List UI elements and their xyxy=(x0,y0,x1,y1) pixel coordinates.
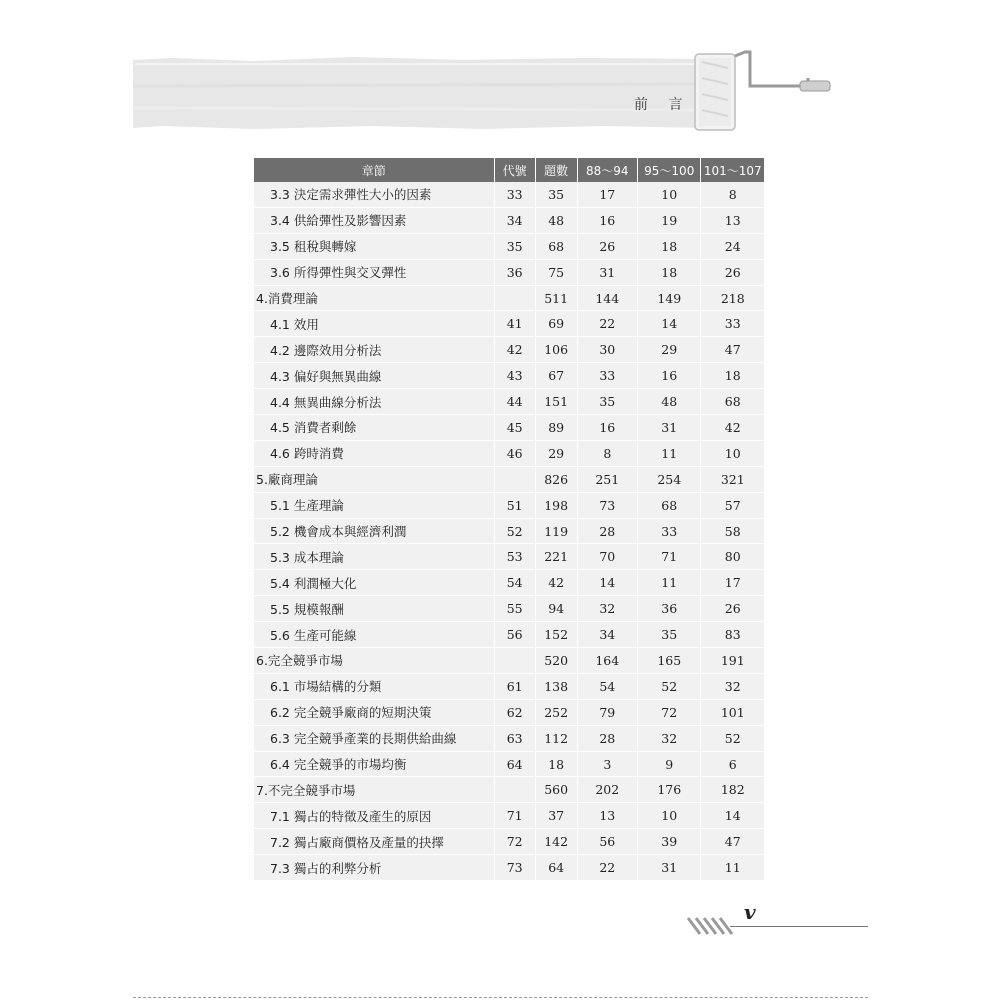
cell-88-94: 164 xyxy=(578,648,638,674)
cell-code: 45 xyxy=(495,415,536,441)
cell-101-107: 14 xyxy=(701,803,764,829)
cell-count: 35 xyxy=(536,182,578,208)
table-row xyxy=(254,389,764,415)
cell-95-100: 32 xyxy=(638,726,701,752)
cell-chapter: 7.2 獨占廠商價格及產量的抉擇 xyxy=(254,829,495,855)
cell-95-100: 39 xyxy=(638,829,701,855)
cell-chapter: 7.不完全競爭市場 xyxy=(254,777,495,803)
cell-88-94: 28 xyxy=(578,726,638,752)
cell-count: 94 xyxy=(536,596,578,622)
cell-count: 151 xyxy=(536,389,578,415)
cell-code: 43 xyxy=(495,363,536,389)
cell-101-107: 80 xyxy=(701,544,764,570)
cell-88-94: 70 xyxy=(578,544,638,570)
table-row xyxy=(254,519,764,545)
cell-code: 56 xyxy=(495,622,536,648)
cell-code: 63 xyxy=(495,726,536,752)
cell-101-107: 8 xyxy=(701,182,764,208)
cell-101-107: 18 xyxy=(701,363,764,389)
cell-count: 252 xyxy=(536,700,578,726)
cell-count: 152 xyxy=(536,622,578,648)
cell-count: 37 xyxy=(536,803,578,829)
cell-code: 61 xyxy=(495,674,536,700)
cell-101-107: 11 xyxy=(701,855,764,881)
table-row xyxy=(254,234,764,260)
cell-chapter: 3.3 決定需求彈性大小的因素 xyxy=(254,182,495,208)
table-row xyxy=(254,441,764,467)
table-row xyxy=(254,803,764,829)
cell-101-107: 32 xyxy=(701,674,764,700)
cell-chapter: 5.3 成本理論 xyxy=(254,544,495,570)
table-row xyxy=(254,260,764,286)
cell-101-107: 191 xyxy=(701,648,764,674)
cell-chapter: 5.5 規模報酬 xyxy=(254,596,495,622)
paint-roller-icon xyxy=(690,48,835,133)
cell-88-94: 144 xyxy=(578,286,638,312)
cell-95-100: 149 xyxy=(638,286,701,312)
cell-chapter: 4.5 消費者剩餘 xyxy=(254,415,495,441)
cell-101-107: 52 xyxy=(701,726,764,752)
cell-count: 119 xyxy=(536,519,578,545)
cell-chapter: 5.1 生產理論 xyxy=(254,493,495,519)
cell-101-107: 33 xyxy=(701,311,764,337)
cell-101-107: 6 xyxy=(701,752,764,778)
page-number: v xyxy=(744,900,756,924)
cell-chapter: 4.2 邊際效用分析法 xyxy=(254,337,495,363)
header-banner xyxy=(133,56,708,130)
cell-88-94: 28 xyxy=(578,519,638,545)
table-row xyxy=(254,700,764,726)
cell-95-100: 9 xyxy=(638,752,701,778)
page-title: 前 言 xyxy=(634,97,691,113)
cell-101-107: 83 xyxy=(701,622,764,648)
table-row xyxy=(254,182,764,208)
cell-88-94: 16 xyxy=(578,208,638,234)
cell-95-100: 18 xyxy=(638,260,701,286)
cell-count: 826 xyxy=(536,467,578,493)
cell-code: 33 xyxy=(495,182,536,208)
cell-count: 42 xyxy=(536,570,578,596)
cell-95-100: 11 xyxy=(638,570,701,596)
cell-count: 511 xyxy=(536,286,578,312)
cell-count: 64 xyxy=(536,855,578,881)
cell-count: 142 xyxy=(536,829,578,855)
cell-chapter: 6.完全競爭市場 xyxy=(254,648,495,674)
cell-code: 34 xyxy=(495,208,536,234)
cell-code: 42 xyxy=(495,337,536,363)
cell-95-100: 11 xyxy=(638,441,701,467)
cell-count: 69 xyxy=(536,311,578,337)
cell-code: 52 xyxy=(495,519,536,545)
cell-code: 53 xyxy=(495,544,536,570)
cell-code: 54 xyxy=(495,570,536,596)
cell-101-107: 10 xyxy=(701,441,764,467)
col-header-chapter: 章節 xyxy=(254,158,495,182)
cell-count: 67 xyxy=(536,363,578,389)
cell-101-107: 47 xyxy=(701,829,764,855)
cell-88-94: 22 xyxy=(578,855,638,881)
chapter-stats-table xyxy=(254,158,764,881)
cell-chapter: 7.1 獨占的特徵及產生的原因 xyxy=(254,803,495,829)
cell-95-100: 10 xyxy=(638,182,701,208)
table-row xyxy=(254,622,764,648)
table-row xyxy=(254,493,764,519)
cell-95-100: 52 xyxy=(638,674,701,700)
chapter-row xyxy=(254,648,764,674)
col-header-88-94: 88～94 xyxy=(578,158,638,182)
cell-count: 560 xyxy=(536,777,578,803)
cell-95-100: 31 xyxy=(638,415,701,441)
cell-chapter: 6.2 完全競爭廠商的短期決策 xyxy=(254,700,495,726)
cell-88-94: 54 xyxy=(578,674,638,700)
cell-count: 112 xyxy=(536,726,578,752)
cell-88-94: 202 xyxy=(578,777,638,803)
cell-code: 51 xyxy=(495,493,536,519)
cell-101-107: 24 xyxy=(701,234,764,260)
chapter-row xyxy=(254,467,764,493)
cell-chapter: 4.3 偏好與無異曲線 xyxy=(254,363,495,389)
footer-stripes-decoration xyxy=(686,916,734,936)
cell-88-94: 35 xyxy=(578,389,638,415)
cell-88-94: 73 xyxy=(578,493,638,519)
cell-88-94: 79 xyxy=(578,700,638,726)
col-header-95-100: 95～100 xyxy=(638,158,701,182)
cell-code: 35 xyxy=(495,234,536,260)
cell-count: 221 xyxy=(536,544,578,570)
cell-95-100: 71 xyxy=(638,544,701,570)
cell-code xyxy=(495,777,536,803)
table-row xyxy=(254,363,764,389)
cell-101-107: 42 xyxy=(701,415,764,441)
cell-88-94: 17 xyxy=(578,182,638,208)
cell-95-100: 33 xyxy=(638,519,701,545)
cell-chapter: 5.廠商理論 xyxy=(254,467,495,493)
cell-chapter: 5.2 機會成本與經濟利潤 xyxy=(254,519,495,545)
cell-chapter: 3.6 所得彈性與交叉彈性 xyxy=(254,260,495,286)
cell-95-100: 176 xyxy=(638,777,701,803)
cell-101-107: 182 xyxy=(701,777,764,803)
cell-101-107: 321 xyxy=(701,467,764,493)
cell-count: 75 xyxy=(536,260,578,286)
chapter-row xyxy=(254,777,764,803)
cell-88-94: 26 xyxy=(578,234,638,260)
bottom-dashed-line xyxy=(133,997,868,998)
cell-88-94: 56 xyxy=(578,829,638,855)
cell-code: 55 xyxy=(495,596,536,622)
cell-95-100: 10 xyxy=(638,803,701,829)
cell-101-107: 218 xyxy=(701,286,764,312)
cell-code xyxy=(495,648,536,674)
cell-101-107: 57 xyxy=(701,493,764,519)
cell-code: 46 xyxy=(495,441,536,467)
cell-88-94: 32 xyxy=(578,596,638,622)
cell-chapter: 6.4 完全競爭的市場均衡 xyxy=(254,752,495,778)
table-row xyxy=(254,752,764,778)
cell-101-107: 68 xyxy=(701,389,764,415)
cell-95-100: 48 xyxy=(638,389,701,415)
cell-95-100: 35 xyxy=(638,622,701,648)
cell-count: 68 xyxy=(536,234,578,260)
table-row xyxy=(254,544,764,570)
cell-chapter: 4.4 無異曲線分析法 xyxy=(254,389,495,415)
cell-chapter: 4.6 跨時消費 xyxy=(254,441,495,467)
table-row xyxy=(254,674,764,700)
cell-101-107: 58 xyxy=(701,519,764,545)
cell-chapter: 5.6 生產可能線 xyxy=(254,622,495,648)
table-row xyxy=(254,208,764,234)
cell-code xyxy=(495,467,536,493)
cell-code: 36 xyxy=(495,260,536,286)
table-header-row xyxy=(254,158,764,182)
table-row xyxy=(254,829,764,855)
cell-code: 41 xyxy=(495,311,536,337)
cell-88-94: 22 xyxy=(578,311,638,337)
table-row xyxy=(254,337,764,363)
cell-chapter: 7.3 獨占的利弊分析 xyxy=(254,855,495,881)
table-row xyxy=(254,855,764,881)
cell-count: 198 xyxy=(536,493,578,519)
cell-95-100: 18 xyxy=(638,234,701,260)
cell-88-94: 8 xyxy=(578,441,638,467)
cell-95-100: 72 xyxy=(638,700,701,726)
cell-code: 64 xyxy=(495,752,536,778)
cell-code: 44 xyxy=(495,389,536,415)
cell-88-94: 30 xyxy=(578,337,638,363)
cell-101-107: 47 xyxy=(701,337,764,363)
cell-88-94: 3 xyxy=(578,752,638,778)
cell-88-94: 251 xyxy=(578,467,638,493)
table-row xyxy=(254,415,764,441)
cell-95-100: 31 xyxy=(638,855,701,881)
cell-count: 18 xyxy=(536,752,578,778)
cell-95-100: 19 xyxy=(638,208,701,234)
cell-count: 29 xyxy=(536,441,578,467)
cell-101-107: 26 xyxy=(701,260,764,286)
cell-count: 520 xyxy=(536,648,578,674)
cell-95-100: 29 xyxy=(638,337,701,363)
col-header-code: 代號 xyxy=(495,158,536,182)
cell-88-94: 16 xyxy=(578,415,638,441)
cell-101-107: 17 xyxy=(701,570,764,596)
cell-code: 62 xyxy=(495,700,536,726)
cell-chapter: 6.1 市場結構的分類 xyxy=(254,674,495,700)
cell-chapter: 4.消費理論 xyxy=(254,286,495,312)
table-row xyxy=(254,570,764,596)
cell-95-100: 254 xyxy=(638,467,701,493)
cell-count: 138 xyxy=(536,674,578,700)
cell-95-100: 14 xyxy=(638,311,701,337)
cell-chapter: 4.1 效用 xyxy=(254,311,495,337)
cell-code xyxy=(495,286,536,312)
cell-count: 89 xyxy=(536,415,578,441)
cell-101-107: 13 xyxy=(701,208,764,234)
cell-88-94: 34 xyxy=(578,622,638,648)
cell-88-94: 31 xyxy=(578,260,638,286)
table-row xyxy=(254,596,764,622)
table-row xyxy=(254,726,764,752)
footer-rule xyxy=(730,926,868,927)
cell-95-100: 165 xyxy=(638,648,701,674)
cell-95-100: 16 xyxy=(638,363,701,389)
col-header-101-107: 101～107 xyxy=(701,158,764,182)
cell-88-94: 14 xyxy=(578,570,638,596)
cell-88-94: 13 xyxy=(578,803,638,829)
cell-95-100: 68 xyxy=(638,493,701,519)
col-header-count: 題數 xyxy=(536,158,578,182)
cell-chapter: 3.5 租稅與轉嫁 xyxy=(254,234,495,260)
cell-code: 71 xyxy=(495,803,536,829)
chapter-row xyxy=(254,286,764,312)
cell-chapter: 6.3 完全競爭產業的長期供給曲線 xyxy=(254,726,495,752)
cell-101-107: 26 xyxy=(701,596,764,622)
cell-88-94: 33 xyxy=(578,363,638,389)
cell-95-100: 36 xyxy=(638,596,701,622)
cell-101-107: 101 xyxy=(701,700,764,726)
cell-count: 48 xyxy=(536,208,578,234)
cell-chapter: 5.4 利潤極大化 xyxy=(254,570,495,596)
cell-code: 72 xyxy=(495,829,536,855)
cell-code: 73 xyxy=(495,855,536,881)
cell-count: 106 xyxy=(536,337,578,363)
cell-chapter: 3.4 供給彈性及影響因素 xyxy=(254,208,495,234)
table-row xyxy=(254,311,764,337)
